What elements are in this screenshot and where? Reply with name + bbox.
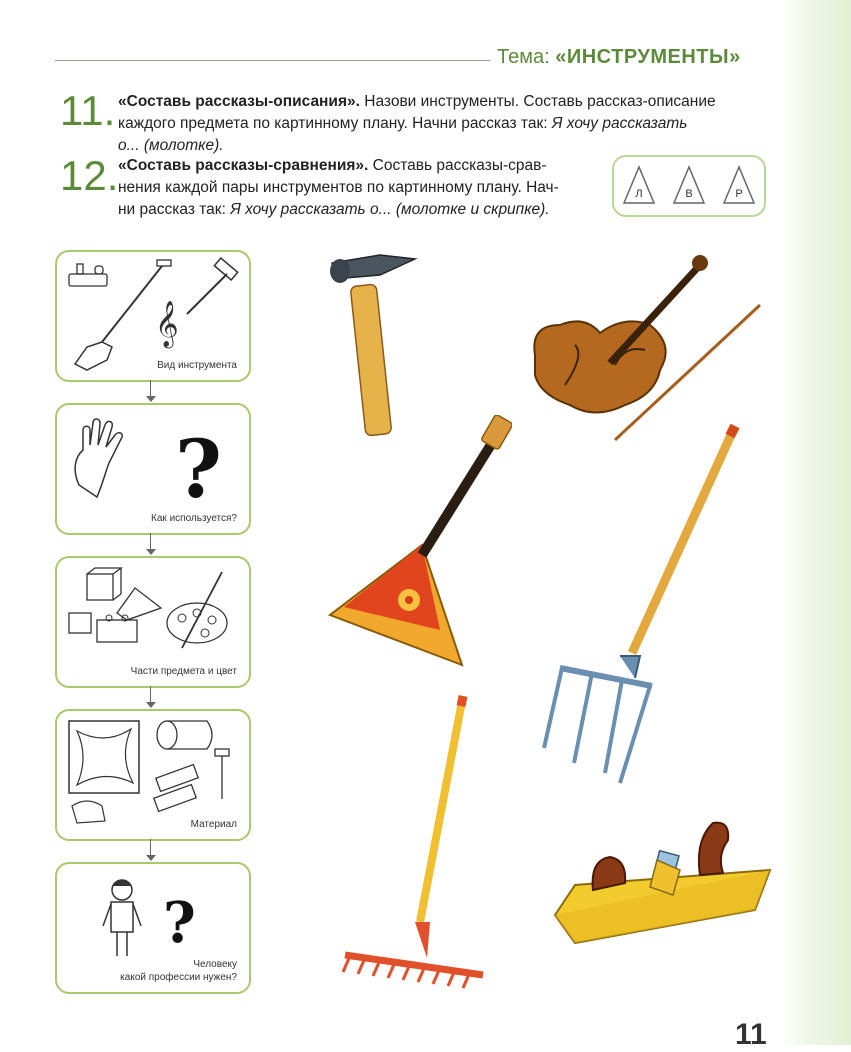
plan-caption-line: какой профессии нужен?	[120, 972, 237, 983]
task-text-line: ни рассказ так:	[118, 201, 226, 218]
triangle-icon	[724, 167, 754, 203]
task-title: «Составь рассказы-сравнения».	[118, 157, 369, 174]
plan-caption: Части предмета и цвет	[130, 666, 237, 677]
plan-card-material	[55, 709, 251, 841]
sound-letter: Р	[735, 188, 743, 200]
arrow-down-icon	[146, 549, 156, 555]
task-text-line: нения каждой пары инструментов по картинному плану. Нач-	[118, 179, 559, 196]
task-number: 12.	[60, 152, 119, 199]
plan-caption	[120, 958, 237, 984]
svg-text:?: ?	[163, 890, 196, 956]
svg-text:?: ?	[175, 422, 222, 516]
wood-plane-picture	[545, 815, 775, 950]
plan-card-parts-color	[55, 556, 251, 688]
task-text-line: Составь рассказы-срав-	[372, 157, 547, 174]
topic-prefix: Тема:	[497, 46, 550, 68]
task-number: 11.	[60, 87, 116, 134]
page-number: 11	[735, 1018, 767, 1051]
task-text-italic: Я хочу рассказать	[551, 115, 688, 132]
sound-letter: В	[685, 188, 693, 200]
plan-caption: Вид инструмента	[157, 360, 237, 371]
plan-card-profession	[55, 862, 251, 994]
plan-caption: Как используется?	[151, 513, 237, 524]
arrow-down-icon	[146, 396, 156, 402]
task-title: «Составь рассказы-описания».	[118, 93, 360, 110]
plan-card-type	[55, 250, 251, 382]
triangle-icon	[624, 167, 654, 203]
task-text-italic: о... (молотке).	[118, 137, 224, 154]
pitchfork-picture	[540, 418, 740, 790]
arrow-down-icon	[146, 855, 156, 861]
balalaika-picture	[322, 415, 512, 670]
arrow-down-icon	[146, 702, 156, 708]
plan-caption-line: Человеку	[193, 959, 237, 970]
triangle-icon	[674, 167, 704, 203]
sound-symbols-box	[612, 155, 766, 217]
rake-picture	[335, 690, 485, 990]
header-rule	[55, 60, 490, 61]
page-topic	[497, 46, 741, 69]
sound-letter: Л	[635, 188, 643, 200]
hammer-picture	[320, 245, 430, 440]
page-edge-decoration	[781, 0, 851, 1045]
task-text-line: каждого предмета по картинному плану. Начни рассказ так:	[118, 115, 548, 132]
task-11-text	[118, 91, 778, 157]
task-12-text	[118, 155, 598, 221]
svg-text:𝄞: 𝄞	[155, 301, 179, 347]
task-text-line: Назови инструменты. Составь рассказ-описание	[364, 93, 716, 110]
topic-title: «ИНСТРУМЕНТЫ»	[555, 46, 741, 68]
plan-card-usage	[55, 403, 251, 535]
task-text-italic: Я хочу рассказать о... (молотке и скрипке).	[230, 201, 550, 218]
plan-caption: Материал	[190, 819, 237, 830]
